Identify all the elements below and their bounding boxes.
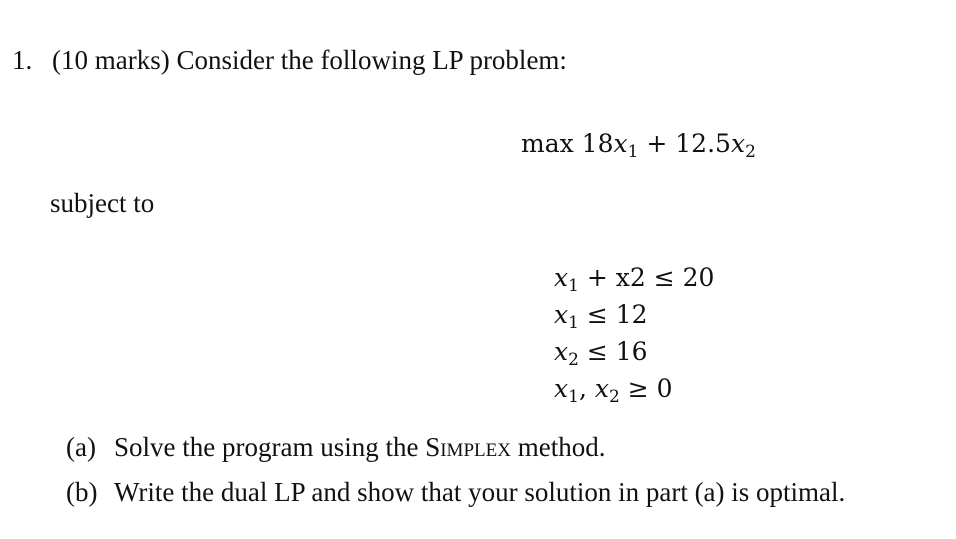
constraint-2-relation: ≤ xyxy=(578,300,616,329)
constraint-3-sub: 2 xyxy=(568,349,579,370)
constraint-4 xyxy=(554,373,714,410)
constraint-4-var-2: x xyxy=(594,374,609,403)
objective-subscript-2: 2 xyxy=(745,141,756,162)
constraint-3-rhs: 16 xyxy=(615,337,648,366)
constraint-4-var-1: x xyxy=(554,374,569,403)
constraint-1-term-2: + x2 xyxy=(578,263,646,292)
constraint-3 xyxy=(554,336,714,373)
constraint-3-var: x xyxy=(554,337,569,366)
constraint-4-relation: ≥ xyxy=(619,374,657,403)
part-a xyxy=(66,431,605,463)
question-heading xyxy=(12,44,567,76)
constraint-4-rhs: 0 xyxy=(656,374,673,403)
objective-variable-1: x xyxy=(613,129,628,158)
objective-plus: + xyxy=(646,129,668,158)
constraint-1-sub: 1 xyxy=(568,275,579,296)
subject-to-label: subject to xyxy=(50,188,155,218)
constraint-2 xyxy=(554,299,714,336)
question-number: 1. xyxy=(12,45,33,75)
objective-variable-2: x xyxy=(730,129,746,158)
constraints-block xyxy=(554,262,714,410)
objective-function xyxy=(521,128,756,160)
question-text: (10 marks) Consider the following LP problem: xyxy=(52,45,567,75)
constraint-4-separator: , xyxy=(578,374,595,403)
objective-operator: max xyxy=(521,129,574,158)
constraint-1-var: x xyxy=(554,263,569,292)
constraint-4-sub-2: 2 xyxy=(608,386,620,407)
constraint-1-relation: ≤ xyxy=(645,263,683,292)
constraint-1 xyxy=(554,262,714,299)
part-a-text-before: Solve the program using the xyxy=(114,432,426,462)
part-b-label: (b) xyxy=(66,477,98,507)
objective-subscript-1: 1 xyxy=(627,141,639,162)
constraint-4-sub-1: 1 xyxy=(568,386,579,407)
part-a-text-after: method. xyxy=(510,432,606,462)
part-b-text: Write the dual LP and show that your solution in part (a) is optimal. xyxy=(114,477,846,507)
part-b xyxy=(66,476,845,508)
part-a-method: Simplex xyxy=(425,432,511,462)
constraint-2-sub: 1 xyxy=(568,312,579,333)
constraint-2-var: x xyxy=(554,300,569,329)
objective-coefficient-2: 12.5 xyxy=(675,129,731,158)
constraint-1-rhs: 20 xyxy=(682,263,715,292)
constraint-2-rhs: 12 xyxy=(615,300,648,329)
part-a-label: (a) xyxy=(66,432,96,462)
objective-coefficient-1: 18 xyxy=(581,129,614,158)
constraint-3-relation: ≤ xyxy=(578,337,616,366)
